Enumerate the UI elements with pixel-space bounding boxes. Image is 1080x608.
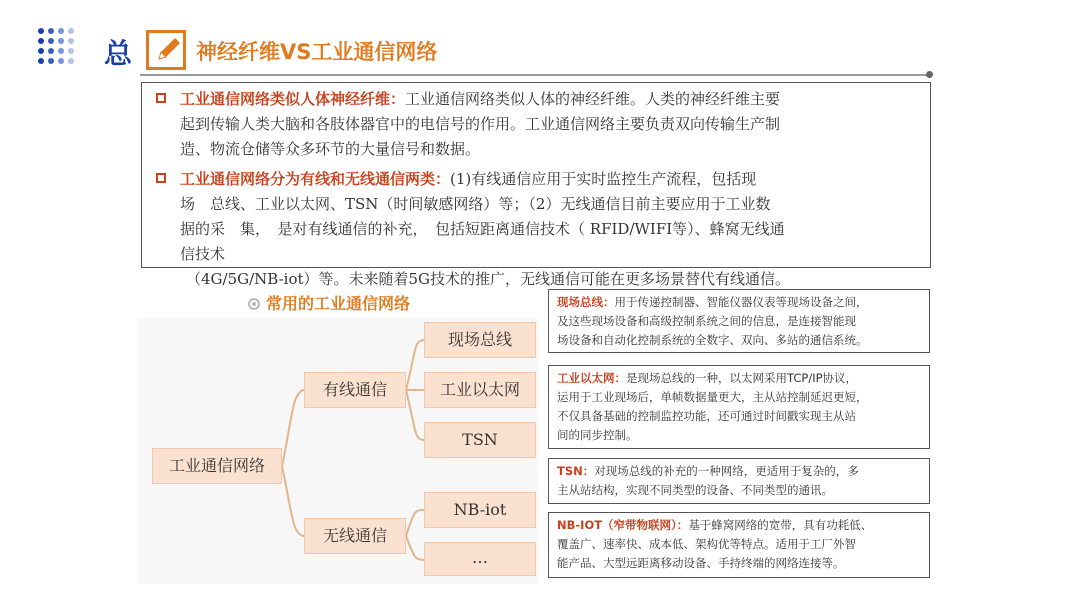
desc-text: 用于传递控制器、智能仪器仪表等现场设备之间， (614, 295, 868, 309)
paragraph-lead: 工业通信网络分为有线和无线通信两类： (180, 170, 451, 188)
tree-node-tsn: TSN (424, 422, 536, 458)
tree-node-root: 工业通信网络 (152, 448, 282, 484)
link-root-wireless (282, 466, 304, 536)
desc-text: 场设备和自动化控制系统的全数字、双向、多站的通信系统。 (557, 333, 868, 347)
desc-text: 主从站结构，实现不同类型的设备、不同类型的通讯。 (557, 483, 833, 497)
tree-node-wireless: 无线通信 (304, 518, 406, 554)
desc-term: 工业以太网： (557, 371, 626, 385)
desc-text: 及这些现场设备和高级控制系统之间的信息，是连接智能现 (557, 314, 856, 328)
intro-overflow-line: （4G/5G/NB-iot）等。未来随着5G技术的推广，无线通信可能在更多场景替代有线通信。 (186, 270, 791, 288)
desc-text: 运用于工业现场后，单帧数据量更大，主从站控制延迟更短， (557, 390, 868, 404)
tree-node-wired: 有线通信 (304, 372, 406, 408)
desc-tsn (548, 458, 930, 504)
header-mark: 总 (104, 37, 133, 70)
tree-node-fieldbus: 现场总线 (424, 322, 536, 358)
paragraph-text: 场 总线、工业以太网、TSN（时间敏感网络）等；（2）无线通信目前主要应用于工业数 (180, 195, 771, 213)
paragraph-text: 信技术 (180, 245, 226, 263)
desc-text: 不仅具备基础的控制监控功能，还可通过时间戳实现主从站 (557, 409, 856, 423)
tree-node-nb-iot: NB-iot (424, 492, 536, 528)
section-subtitle-text: 常用的工业通信网络 (266, 294, 411, 313)
desc-text: 覆盖广、速率快、成本低、架构优等特点。适用于工厂外智 (557, 537, 856, 551)
paragraph-text: 造、物流仓储等众多环节的大量信号和数据。 (180, 140, 481, 158)
desc-fieldbus (548, 289, 930, 353)
desc-industrial-ethernet (548, 365, 930, 449)
paragraph-text: 起到传输人类大脑和各肢体器官中的电信号的作用。工业通信网络主要负责双向传输生产制 (180, 115, 781, 133)
paragraph-text: 据的采 集， 是对有线通信的补充， 包括短距离通信技术（ RFID/WIFI等）、蜂窝无线通 (180, 220, 785, 238)
desc-term: TSN： (557, 464, 595, 478)
link-wired-fieldbus (406, 340, 424, 390)
desc-nb-iot (548, 512, 930, 578)
paragraph-lead: 工业通信网络类似人体神经纤维： (180, 90, 406, 108)
desc-text: 能产品、大型远距离移动设备、手持终端的网络连接等。 (557, 556, 845, 570)
link-wireless-more (406, 536, 424, 560)
tree-node-more: … (424, 542, 536, 576)
tree-node-industrial-ethernet: 工业以太网 (424, 372, 536, 408)
desc-text: 基于蜂窝网络的宽带，具有功耗低、 (688, 518, 873, 532)
desc-term: NB-IOT（窄带物联网）： (557, 518, 689, 532)
paragraph-text: (1)有线通信应用于实时监控生产流程，包括现 (450, 170, 757, 188)
desc-text: 对现场总线的补充的一种网络，更适用于复杂的，多 (594, 464, 859, 478)
paragraph-text: 工业通信网络类似人体的神经纤维。人类的神经纤维主要 (405, 90, 781, 108)
link-root-wired (282, 390, 304, 466)
desc-term: 现场总线： (557, 295, 615, 309)
link-wired-tsn (406, 390, 424, 440)
page-title: 神经纤维VS工业通信网络 (196, 40, 438, 64)
link-wireless-nbiot (406, 510, 424, 536)
desc-text: 是现场总线的一种，以太网采用TCP/IP协议， (626, 371, 858, 385)
desc-text: 间的同步控制。 (557, 428, 638, 442)
